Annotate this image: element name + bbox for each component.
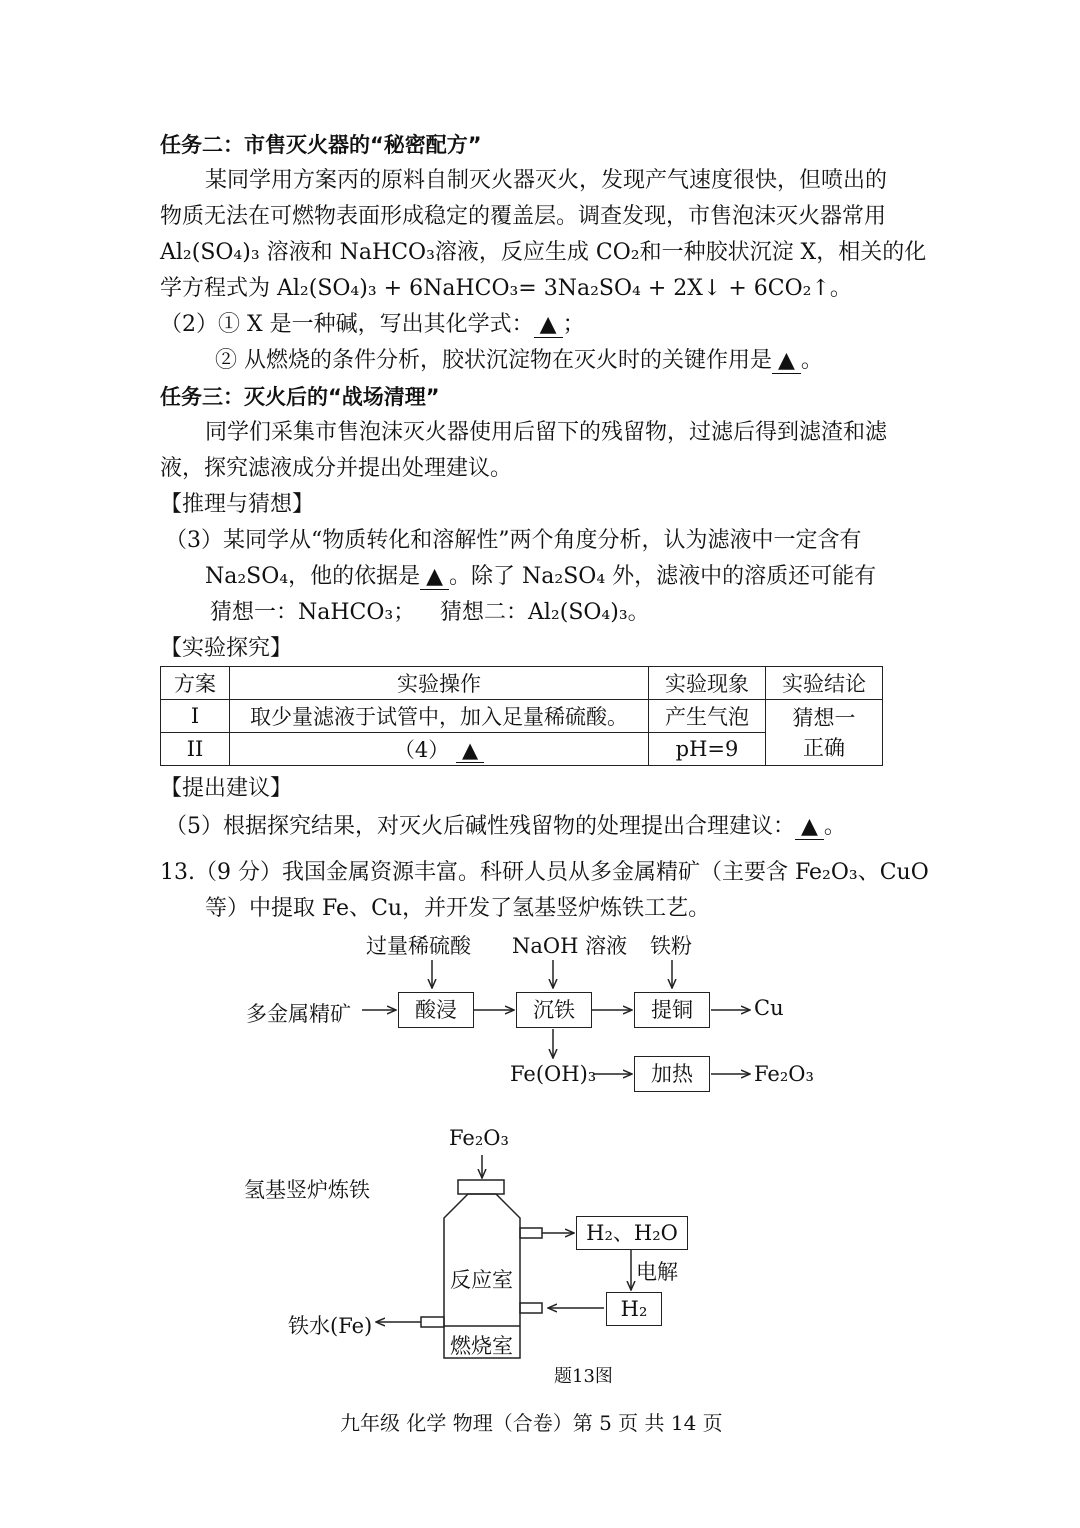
- phenomenon-cell: 产生气泡: [649, 700, 766, 733]
- header-plan: 方案: [161, 667, 230, 700]
- header-phenomenon: 实验现象: [649, 667, 766, 700]
- conclusion-cell: 猜想一正确: [766, 700, 883, 766]
- product-cu: Cu: [754, 996, 784, 1020]
- answer-blank[interactable]: ▲: [534, 313, 563, 338]
- start-material: 多金属精矿: [246, 1002, 351, 1026]
- step-copper-extraction: 提铜: [634, 992, 710, 1028]
- question-2b-end: 。: [800, 348, 823, 373]
- task2-equation-line: 学方程式为 Al₂(SO₄)₃ + 6NaHCO₃= 3Na₂SO₄ + 2X↓ + 6CO₂↑。: [160, 276, 852, 301]
- task2-paragraph-line2: 物质无法在可燃物表面形成稳定的覆盖层。调查发现，市售泡沫灭火器常用: [160, 204, 887, 229]
- question-3-line1: （3）某同学从“物质转化和溶解性”两个角度分析，认为滤液中一定含有: [165, 528, 862, 553]
- question-3-end: 。除了 Na₂SO₄ 外，滤液中的溶质还可能有: [449, 564, 877, 589]
- suggestion-section-title: 【提出建议】: [160, 776, 293, 801]
- electrolysis-label: 电解: [636, 1260, 678, 1284]
- question-13-line2: 等）中提取 Fe、Cu，并开发了氢基竖炉炼铁工艺。: [205, 896, 711, 921]
- task2-paragraph-line3: Al₂(SO₄)₃ 溶液和 NaHCO₃溶液，反应生成 CO₂和一种胶状沉淀 X，相关的化: [160, 240, 927, 265]
- question-2a-text: （2）① X 是一种碱，写出其化学式：: [160, 312, 534, 337]
- reasoning-section-title: 【推理与猜想】: [160, 492, 315, 517]
- question-5-end: 。: [823, 814, 846, 839]
- answer-blank[interactable]: ▲: [795, 815, 824, 840]
- furnace-title: 氢基竖炉炼铁: [244, 1178, 370, 1202]
- plan-cell: II: [161, 733, 230, 766]
- question-2a-end: ；: [562, 312, 585, 337]
- step-iron-precipitation: 沉铁: [516, 992, 592, 1028]
- question-4-label: （4）: [393, 738, 450, 762]
- phenomenon-cell: pH=9: [649, 733, 766, 766]
- reagent-naoh-solution: NaOH 溶液: [512, 934, 628, 958]
- question-2b-text: ② 从燃烧的条件分析，胶状沉淀物在灭火时的关键作用是: [215, 348, 772, 373]
- plan-cell: I: [161, 700, 230, 733]
- hydrogen-box: H₂: [606, 1292, 662, 1326]
- task3-heading: 任务三：灭火后的“战场清理”: [160, 385, 440, 409]
- operation-cell: 取少量滤液于试管中，加入足量稀硫酸。: [230, 700, 649, 733]
- task2-heading: 任务二：市售灭火器的“秘密配方”: [160, 133, 482, 157]
- answer-blank[interactable]: ▲: [772, 349, 801, 374]
- step-heating: 加热: [634, 1056, 710, 1092]
- combustion-chamber-label: 燃烧室: [450, 1334, 513, 1358]
- molten-iron-output: 铁水(Fe): [288, 1314, 373, 1338]
- task2-paragraph-line1: 某同学用方案丙的原料自制灭火器灭火，发现产气速度很快，但喷出的: [205, 168, 888, 193]
- question-5-text: （5）根据探究结果，对灭火后碱性残留物的处理提出合理建议：: [165, 814, 795, 839]
- page-footer: 九年级 化学 物理（合卷）第 5 页 共 14 页: [340, 1411, 723, 1435]
- header-conclusion: 实验结论: [766, 667, 883, 700]
- task3-paragraph-line2: 液，探究滤液成分并提出处理建议。: [160, 456, 513, 481]
- answer-blank[interactable]: ▲: [456, 738, 484, 763]
- guess-2: 猜想二：Al₂(SO₄)₃。: [440, 600, 650, 625]
- gas-output-box: H₂、H₂O: [576, 1216, 688, 1250]
- experiment-section-title: 【实验探究】: [160, 636, 293, 661]
- task3-paragraph-line1: 同学们采集市售泡沫灭火器使用后留下的残留物，过滤后得到滤渣和滤: [205, 420, 888, 445]
- reagent-iron-powder: 铁粉: [650, 934, 692, 958]
- figure-caption: 题13图: [554, 1366, 613, 1387]
- header-operation: 实验操作: [230, 667, 649, 700]
- guess-1: 猜想一：NaHCO₃；: [210, 600, 416, 625]
- product-fe2o3: Fe₂O₃: [754, 1062, 814, 1086]
- question-3-text: Na₂SO₄，他的依据是: [205, 564, 421, 589]
- furnace-feed-fe2o3: Fe₂O₃: [449, 1126, 509, 1150]
- question-13-line1: 13.（9 分）我国金属资源丰富。科研人员从多金属精矿（主要含 Fe₂O₃、CuO: [160, 860, 929, 885]
- step-acid-leach: 酸浸: [398, 992, 474, 1028]
- answer-blank[interactable]: ▲: [420, 565, 449, 590]
- reagent-dilute-sulfuric-acid: 过量稀硫酸: [366, 934, 471, 958]
- reaction-chamber-label: 反应室: [450, 1268, 513, 1292]
- byproduct-iron-hydroxide: Fe(OH)₃: [510, 1062, 597, 1086]
